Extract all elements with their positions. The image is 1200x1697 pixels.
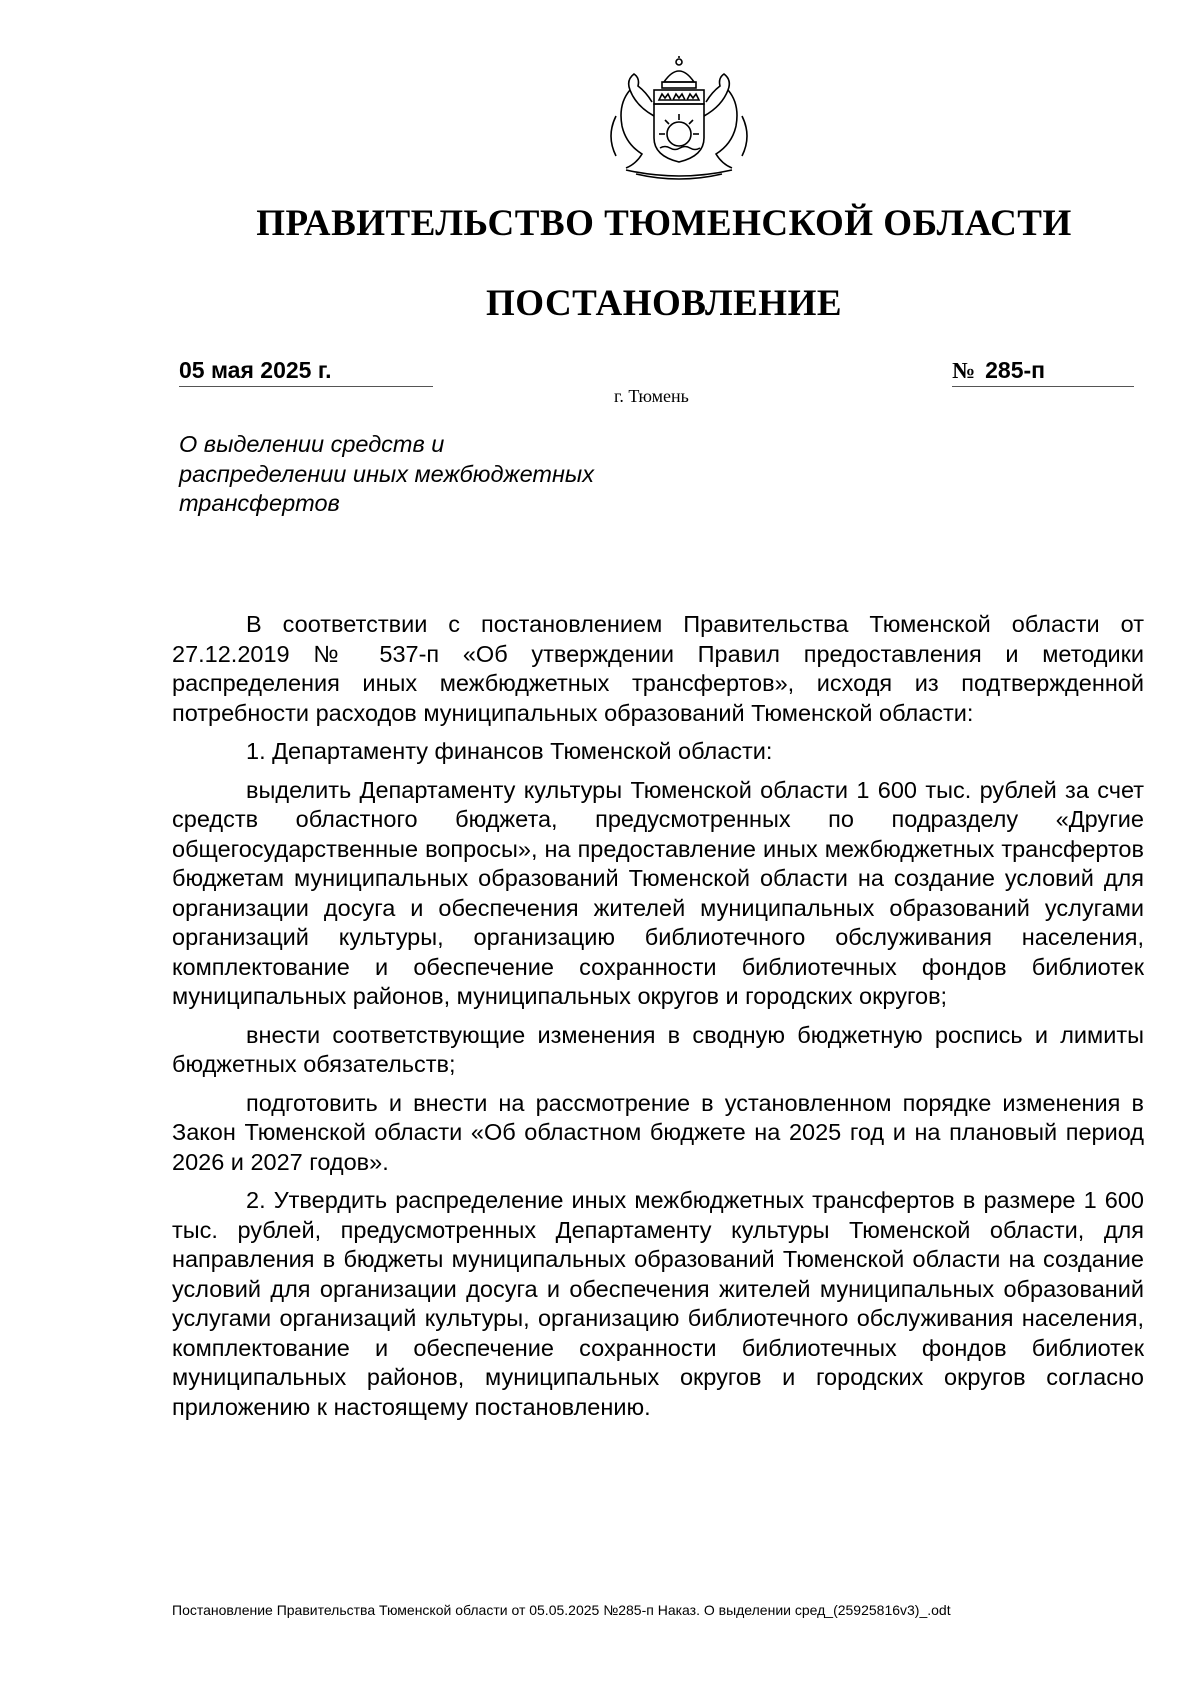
document-number-field <box>952 354 1134 387</box>
body-paragraph: В соответствии с постановлением Правительства Тюменской области от 27.12.2019 № 537-п «Об утверждении Правил предоставления и методики распределения иных межбюджетных трансфертов», исходя из подтвержденной потребности расходов муниципальных образований Тюменской области: <box>172 611 1144 726</box>
page-footer: Постановление Правительства Тюменской области от 05.05.2025 №285-п Наказ. О выделении сред_(25925816v3)_.odt <box>172 1602 951 1618</box>
document-city: г. Тюмень <box>614 386 689 406</box>
coat-of-arms-icon <box>596 56 762 182</box>
number-sign: № <box>952 358 976 383</box>
body-paragraph: внести соответствующие изменения в сводную бюджетную роспись и лимиты бюджетных обязательств; <box>172 1021 1144 1077</box>
document-number: 285-п <box>985 357 1046 383</box>
body-paragraph: 1. Департаменту финансов Тюменской области: <box>246 738 773 764</box>
document-date: 05 мая 2025 г. <box>179 354 433 387</box>
document-type: ПОСТАНОВЛЕНИЕ <box>485 283 843 324</box>
body-paragraph: подготовить и внести на рассмотрение в установленном порядке изменения в Закон Тюменской области «Об областном бюджете на 2025 год и на плановый период 2026 и 2027 годов». <box>172 1089 1144 1175</box>
document-subject: О выделении средств и распределении иных межбюджетных трансфертов <box>179 431 594 516</box>
document-body <box>172 610 1144 1431</box>
body-paragraph: 2. Утвердить распределение иных межбюджетных трансфертов в размере 1 600 тыс. рублей, предусмотренных Департаменту культуры Тюменской области, для направления в бюджеты муниципальных образований Тюменской области на создание условий для организации досуга и обеспечения жителей муниципальных образований услугами организаций культуры, организацию библиотечного обслуживания населения, комплектование и обеспечение сохранности библиотечных фондов библиотек муниципальных районов, муниципальных округов и городских округов согласно приложению к настоящему постановлению. <box>172 1187 1144 1420</box>
organization-title: ПРАВИТЕЛЬСТВО ТЮМЕНСКОЙ ОБЛАСТИ <box>256 203 1072 244</box>
body-paragraph: выделить Департаменту культуры Тюменской области 1 600 тыс. рублей за счет средств областного бюджета, предусмотренных по подразделу «Другие общегосударственные вопросы», на предоставление иных межбюджетных трансфертов бюджетам муниципальных образований Тюменской области на создание условий для организации досуга и обеспечения жителей муниципальных образований услугами организаций культуры, организацию библиотечного обслуживания населения, комплектование и обеспечение сохранности библиотечных фондов библиотек муниципальных районов, муниципальных округов и городских округов; <box>172 776 1144 1009</box>
